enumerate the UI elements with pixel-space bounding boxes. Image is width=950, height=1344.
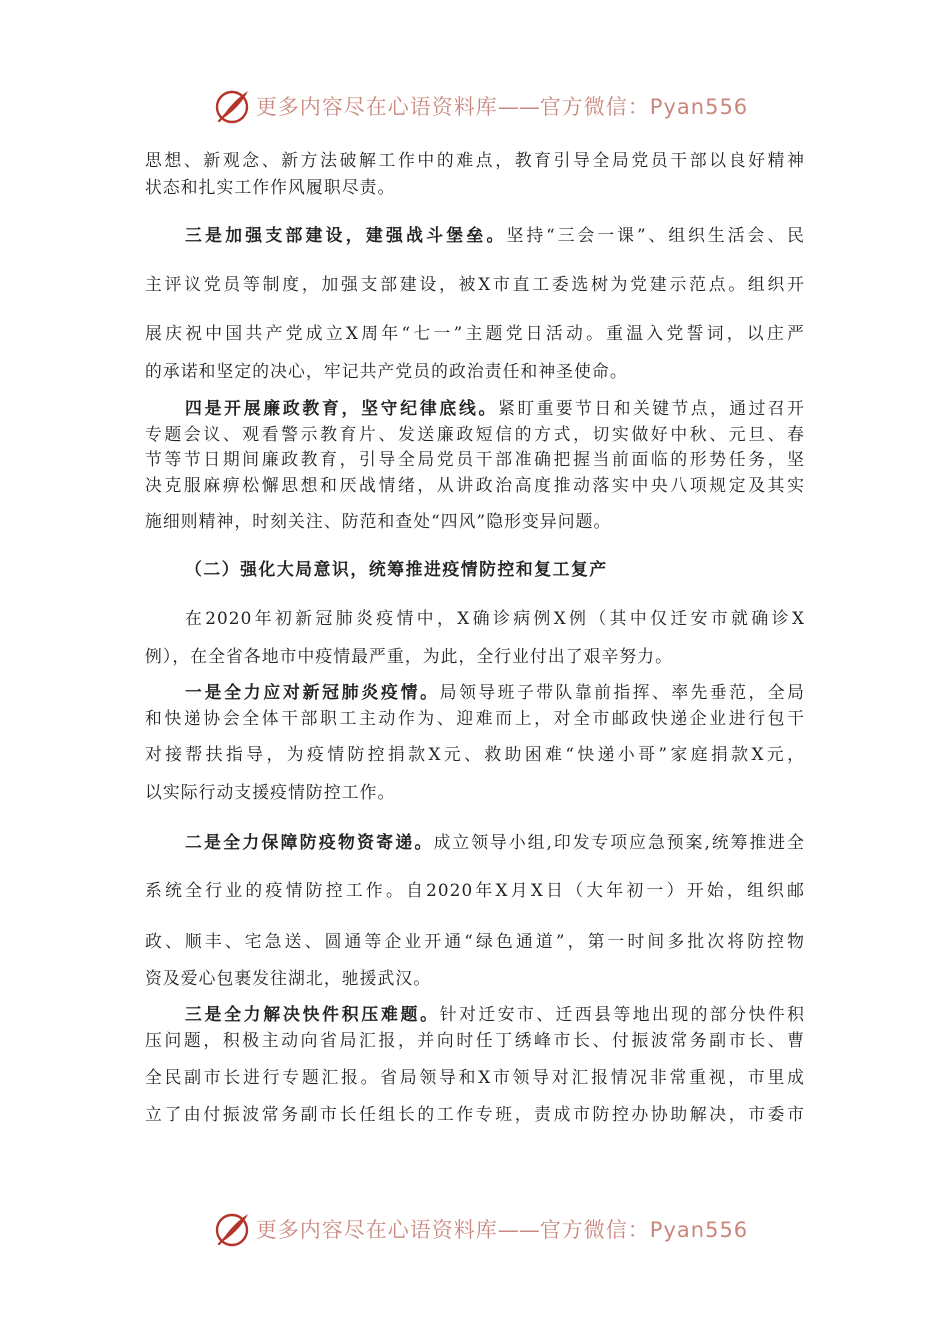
bold-lead: 三是加强支部建设，建强战斗堡垒。 [185,225,507,245]
text-line: 专题会议、观看警示教育片、发送廉政短信的方式，切实做好中秋、元旦、春 [145,424,805,444]
text-line: 节等节日期间廉政教育，引导全局党员干部准确把握当前面临的形势任务，坚 [145,449,805,469]
text-line: 决克服麻痹松懈思想和厌战情绪，从讲政治高度推动落实中央八项规定及其实 [145,475,805,495]
text-line: 状态和扎实工作作风履职尽责。 [145,177,396,197]
bold-lead: 一是全力应对新冠肺炎疫情。 [185,682,440,702]
text-line: 全民副市长进行专题汇报。省局领导和X市领导对汇报情况非常重视，市里成 [145,1067,805,1087]
bold-lead: 二是全力保障防疫物资寄递。 [185,832,434,852]
banner-text: 更多内容尽在心语资料库——官方微信：Pyan556 [255,1218,749,1242]
text-line: 和快递协会全体干部职工主动作为、迎难而上，对全市邮政快递企业进行包干 [145,708,805,728]
bold-lead: 四是开展廉政教育，坚守纪律底线。 [185,398,499,418]
quill-logo-icon [212,1209,252,1249]
text-line: 系统全行业的疫情防控工作。自2020年X月X日（大年初一）开始，组织邮 [145,880,805,900]
text-line: 资及爱心包裹发往湖北，驰援武汉。 [145,968,432,988]
text-line: 施细则精神，时刻关注、防范和查处“四风”隐形变异问题。 [145,511,612,531]
footer-banner [0,1207,950,1251]
text-line: 的承诺和坚定的决心，牢记共产党员的政治责任和神圣使命。 [145,361,628,381]
text-line: 展庆祝中国共产党成立X周年“七一”主题党日活动。重温入党誓词，以庄严 [145,323,805,343]
header-banner [0,84,950,128]
text-line: 压问题，积极主动向省局汇报，并向时任丁绣峰市长、付振波常务副市长、曹 [145,1030,805,1050]
text-line: 对接帮扶指导，为疫情防控捐款X元、救助困难“快递小哥”家庭捐款X元， [145,744,805,764]
text-line: 例），在全省各地市中疫情最严重，为此，全行业付出了艰辛努力。 [145,646,674,666]
text-line: 政、顺丰、宅急送、圆通等企业开通“绿色通道”，第一时间多批次将防控物 [145,931,805,951]
text-line: 三是全力解决快件积压难题。针对迁安市、迁西县等地出现的部分快件积 [185,1004,805,1024]
quill-logo-icon [212,86,252,126]
text-line: 一是全力应对新冠肺炎疫情。局领导班子带队靠前指挥、率先垂范，全局 [185,682,805,702]
text-line: 思想、新观念、新方法破解工作中的难点，教育引导全局党员干部以良好精神 [145,150,805,170]
section-heading: （二）强化大局意识，统筹推进疫情防控和复工复产 [185,559,608,579]
text-line: 以实际行动支援疫情防控工作。 [145,782,396,802]
text-line: 立了由付振波常务副市长任组长的工作专班，责成市防控办协助解决，市委市 [145,1104,805,1124]
text-line: 主评议党员等制度，加强支部建设，被X市直工委选树为党建示范点。组织开 [145,274,805,294]
banner-text: 更多内容尽在心语资料库——官方微信：Pyan556 [255,95,749,119]
text-line: 三是加强支部建设，建强战斗堡垒。坚持“三会一课”、组织生活会、民 [185,225,805,245]
bold-lead: 三是全力解决快件积压难题。 [185,1004,440,1024]
text-line: 在2020年初新冠肺炎疫情中，X确诊病例X例（其中仅迁安市就确诊X [185,608,805,628]
text-line: 二是全力保障防疫物资寄递。成立领导小组,印发专项应急预案,统筹推进全 [185,832,805,852]
text-line: 四是开展廉政教育，坚守纪律底线。紧盯重要节日和关键节点，通过召开 [185,398,805,418]
